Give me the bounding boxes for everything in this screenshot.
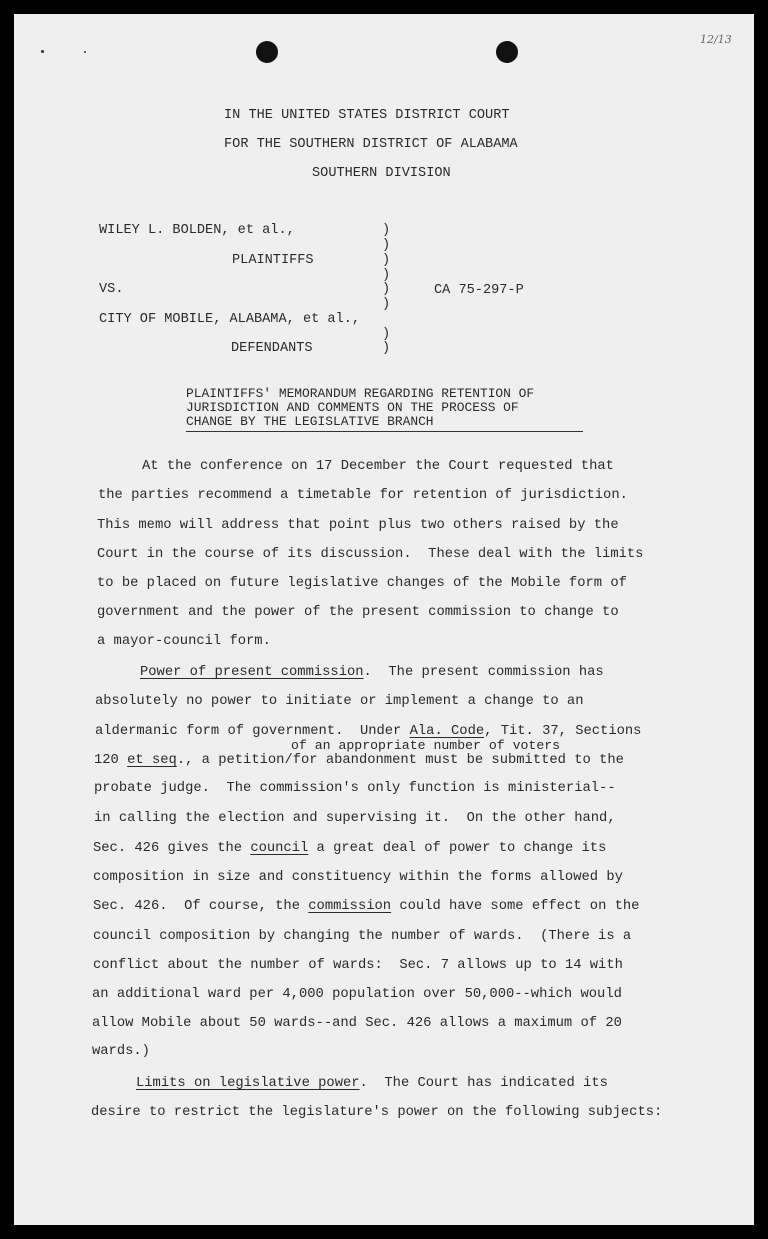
- para1-line: a mayor-council form.: [97, 634, 271, 649]
- emphasis-commission: commission: [308, 899, 392, 914]
- para2-line: council composition by changing the number of wards. (There is a: [93, 929, 632, 944]
- section-heading-power: Power of present commission: [140, 665, 364, 680]
- para2-line: conflict about the number of wards: Sec. 7 allows up to 14 with: [93, 958, 623, 973]
- para2-line: wards.): [92, 1044, 150, 1059]
- punch-hole-right: [496, 41, 518, 63]
- para2-line: allow Mobile about 50 wards--and Sec. 426 allows a maximum of 20: [92, 1016, 622, 1031]
- versus: VS.: [99, 282, 124, 297]
- para1-line: Court in the course of its discussion. These deal with the limits: [97, 547, 644, 562]
- para2-line: an additional ward per 4,000 population over 50,000--which would: [92, 987, 622, 1002]
- para1-line: to be placed on future legislative changes of the Mobile form of: [97, 576, 627, 591]
- section-heading-limits: Limits on legislative power: [136, 1076, 360, 1091]
- caption-paren: ): [382, 268, 391, 283]
- citation-et-seq: et seq: [127, 753, 177, 768]
- para2-line: probate judge. The commission's only function is ministerial--: [94, 781, 616, 796]
- court-header-line1: IN THE UNITED STATES DISTRICT COURT: [224, 108, 510, 123]
- document-page: [14, 14, 754, 1225]
- caption-paren: ): [382, 282, 391, 297]
- plaintiff-name: WILEY L. BOLDEN, et al.,: [99, 223, 295, 238]
- para3-line: desire to restrict the legislature's power on the following subjects:: [91, 1105, 663, 1120]
- para2-line: absolutely no power to initiate or implement a change to an: [95, 694, 584, 709]
- para2-line1: Power of present commission. The present commission has: [140, 665, 604, 680]
- page-annotation: 12/13: [700, 33, 732, 46]
- para2-line7: Sec. 426 gives the council a great deal of power to change its: [93, 841, 607, 856]
- caption-paren: ): [382, 238, 391, 253]
- caption-paren: ): [382, 253, 391, 268]
- caption-paren: ): [382, 297, 391, 312]
- caption-paren: ): [382, 341, 391, 356]
- para1-line: At the conference on 17 December the Court requested that: [142, 459, 614, 474]
- para1-line: government and the power of the present commission to change to: [97, 605, 619, 620]
- title-line3: CHANGE BY THE LEGISLATIVE BRANCH: [186, 414, 434, 429]
- para2-line3: aldermanic form of government. Under Ala. Code, Tit. 37, Sections: [95, 724, 642, 739]
- emphasis-council: council: [250, 841, 309, 856]
- title-line1: PLAINTIFFS' MEMORANDUM REGARDING RETENTION OF: [186, 386, 535, 401]
- speck: [41, 50, 44, 53]
- para2-line: in calling the election and supervising it. On the other hand,: [94, 811, 616, 826]
- plaintiff-role: PLAINTIFFS: [232, 253, 314, 268]
- citation-ala-code: Ala. Code: [409, 724, 485, 739]
- speck: [84, 51, 86, 53]
- para2-line4: 120 et seq., a petition/for abandonment must be submitted to the: [94, 753, 624, 768]
- caption-paren: ): [382, 327, 391, 342]
- para2-line9: Sec. 426. Of course, the commission could have some effect on the: [93, 899, 640, 914]
- para3-line1: Limits on legislative power. The Court has indicated its: [136, 1076, 608, 1091]
- title-line2: JURISDICTION AND COMMENTS ON THE PROCESS OF: [186, 400, 519, 415]
- punch-hole-left: [256, 41, 278, 63]
- para1-line: This memo will address that point plus two others raised by the: [97, 518, 619, 533]
- court-header-line2: FOR THE SOUTHERN DISTRICT OF ALABAMA: [224, 137, 518, 152]
- court-header-line3: SOUTHERN DIVISION: [312, 166, 451, 181]
- handwritten-insertion: of an appropriate number of voters: [291, 738, 561, 753]
- para1-line: the parties recommend a timetable for retention of jurisdiction.: [98, 488, 628, 503]
- defendant-role: DEFENDANTS: [231, 341, 313, 356]
- caption-paren: ): [382, 223, 391, 238]
- title-underline: [186, 431, 583, 432]
- para2-line: composition in size and constituency within the forms allowed by: [93, 870, 623, 885]
- case-number: CA 75-297-P: [434, 283, 524, 298]
- defendant-name: CITY OF MOBILE, ALABAMA, et al.,: [99, 312, 361, 327]
